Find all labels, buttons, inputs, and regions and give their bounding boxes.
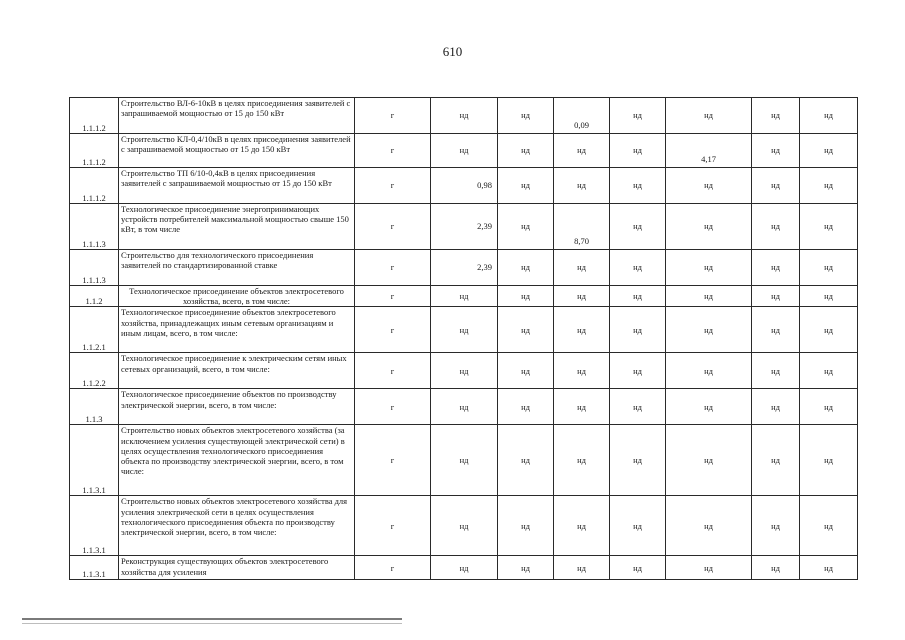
table-row xyxy=(70,134,858,168)
value-cell: нд xyxy=(666,168,752,204)
value-cell: нд xyxy=(498,353,554,389)
row-description: Строительство ТП 6/10-0,4кВ в целях присоединения заявителей с запрашиваемой мощностью от 15 до 150 кВт xyxy=(119,168,355,204)
value-cell: г xyxy=(355,307,431,353)
row-code: 1.1.2.1 xyxy=(70,307,119,353)
value-cell: нд xyxy=(666,425,752,496)
row-description: Технологическое присоединение объектов электросетевого хозяйства, всего, в том числе: xyxy=(119,286,355,307)
value-cell: нд xyxy=(431,307,498,353)
value-cell: нд xyxy=(800,286,858,307)
value-cell: нд xyxy=(554,134,610,168)
value-cell: нд xyxy=(554,389,610,425)
value-cell: нд xyxy=(498,425,554,496)
value-cell: нд xyxy=(800,98,858,134)
value-cell: нд xyxy=(610,134,666,168)
table-row xyxy=(70,286,858,307)
page-number: 610 xyxy=(442,44,463,59)
value-cell: нд xyxy=(610,425,666,496)
value-cell: нд xyxy=(610,250,666,286)
value-cell: г xyxy=(355,250,431,286)
value-cell: нд xyxy=(800,556,858,580)
row-description: Строительство для технологического присоединения заявителей по стандартизированной ставке xyxy=(119,250,355,286)
value-cell: нд xyxy=(752,168,800,204)
value-cell: нд xyxy=(498,307,554,353)
row-description: Технологическое присоединение объектов по производству электрической энергии, всего, в том числе: xyxy=(119,389,355,425)
value-cell: нд xyxy=(752,98,800,134)
value-cell: г xyxy=(355,556,431,580)
value-cell: нд xyxy=(800,496,858,556)
value-cell: нд xyxy=(800,389,858,425)
table-row xyxy=(70,389,858,425)
value-cell: нд xyxy=(431,134,498,168)
row-code: 1.1.1.2 xyxy=(70,168,119,204)
row-description: Строительство новых объектов электросетевого хозяйства (за исключением усиления существующей электрической сети) в целях осуществления технологического присоединения объекта по производству электрической энергии, всего, в том числе: xyxy=(119,425,355,496)
row-description: Строительство новых объектов электросетевого хозяйства для усиления электрической сети в целях осуществления технологического присоединения объекта по производству электрической энергии, всего, в том числе: xyxy=(119,496,355,556)
row-code: 1.1.1.2 xyxy=(70,98,119,134)
value-cell: нд xyxy=(666,353,752,389)
value-cell: 0,09 xyxy=(554,98,610,134)
table-row xyxy=(70,250,858,286)
row-code: 1.1.1.3 xyxy=(70,204,119,250)
investment-program-table xyxy=(69,97,858,580)
value-cell: г xyxy=(355,353,431,389)
value-cell: нд xyxy=(610,556,666,580)
value-cell: нд xyxy=(554,556,610,580)
value-cell: нд xyxy=(752,353,800,389)
row-description: Технологическое присоединение энергопринимающих устройств потребителей максимальной мощностью свыше 150 кВт, в том числе xyxy=(119,204,355,250)
value-cell: нд xyxy=(666,496,752,556)
value-cell: нд xyxy=(554,496,610,556)
table-row xyxy=(70,98,858,134)
value-cell: 2,39 xyxy=(431,250,498,286)
value-cell: нд xyxy=(752,250,800,286)
table-row xyxy=(70,307,858,353)
value-cell: нд xyxy=(498,556,554,580)
value-cell: г xyxy=(355,496,431,556)
value-cell: нд xyxy=(800,204,858,250)
value-cell: нд xyxy=(610,307,666,353)
scan-bottom-rule xyxy=(22,618,402,620)
value-cell: нд xyxy=(498,250,554,286)
value-cell: нд xyxy=(752,286,800,307)
value-cell: нд xyxy=(800,307,858,353)
value-cell: нд xyxy=(554,250,610,286)
value-cell: нд xyxy=(610,286,666,307)
value-cell: нд xyxy=(610,353,666,389)
value-cell: нд xyxy=(431,389,498,425)
value-cell: нд xyxy=(498,204,554,250)
value-cell: г xyxy=(355,389,431,425)
value-cell: г xyxy=(355,204,431,250)
value-cell: г xyxy=(355,168,431,204)
value-cell: нд xyxy=(752,204,800,250)
value-cell: 8,70 xyxy=(554,204,610,250)
value-cell: нд xyxy=(554,168,610,204)
value-cell: нд xyxy=(498,496,554,556)
value-cell: нд xyxy=(498,98,554,134)
value-cell: нд xyxy=(554,425,610,496)
value-cell: г xyxy=(355,425,431,496)
value-cell: нд xyxy=(610,496,666,556)
value-cell: нд xyxy=(610,98,666,134)
table-row xyxy=(70,168,858,204)
value-cell: нд xyxy=(498,389,554,425)
row-code: 1.1.3.1 xyxy=(70,496,119,556)
value-cell: нд xyxy=(666,98,752,134)
value-cell: нд xyxy=(800,250,858,286)
value-cell: нд xyxy=(666,307,752,353)
value-cell: нд xyxy=(800,425,858,496)
value-cell: нд xyxy=(666,389,752,425)
value-cell: нд xyxy=(431,425,498,496)
value-cell: нд xyxy=(431,353,498,389)
row-code: 1.1.3.1 xyxy=(70,425,119,496)
value-cell: нд xyxy=(610,204,666,250)
value-cell: нд xyxy=(554,307,610,353)
table-row xyxy=(70,425,858,496)
row-code: 1.1.1.2 xyxy=(70,134,119,168)
value-cell: нд xyxy=(752,425,800,496)
value-cell: г xyxy=(355,286,431,307)
row-code: 1.1.2 xyxy=(70,286,119,307)
row-code: 1.1.3 xyxy=(70,389,119,425)
value-cell: нд xyxy=(554,353,610,389)
value-cell: нд xyxy=(800,134,858,168)
value-cell: нд xyxy=(752,556,800,580)
value-cell: нд xyxy=(431,98,498,134)
table-row xyxy=(70,204,858,250)
value-cell: нд xyxy=(498,286,554,307)
value-cell: нд xyxy=(800,168,858,204)
value-cell: нд xyxy=(431,286,498,307)
value-cell: нд xyxy=(752,496,800,556)
row-code: 1.1.3.1 xyxy=(70,556,119,580)
value-cell: 4,17 xyxy=(666,134,752,168)
value-cell: нд xyxy=(752,307,800,353)
row-code: 1.1.1.3 xyxy=(70,250,119,286)
value-cell: 0,98 xyxy=(431,168,498,204)
value-cell: 2,39 xyxy=(431,204,498,250)
value-cell: г xyxy=(355,134,431,168)
row-description: Технологическое присоединение к электрическим сетям иных сетевых организаций, всего, в том числе: xyxy=(119,353,355,389)
value-cell: нд xyxy=(554,286,610,307)
value-cell: нд xyxy=(752,389,800,425)
table-row xyxy=(70,556,858,580)
value-cell: нд xyxy=(498,134,554,168)
value-cell: нд xyxy=(666,556,752,580)
value-cell: нд xyxy=(431,496,498,556)
value-cell: нд xyxy=(666,204,752,250)
row-description: Строительство КЛ-0,4/10кВ в целях присоединения заявителей с запрашиваемой мощностью от 15 до 150 кВт xyxy=(119,134,355,168)
value-cell: г xyxy=(355,98,431,134)
row-code: 1.1.2.2 xyxy=(70,353,119,389)
row-description: Строительство ВЛ-6-10кВ в целях присоединения заявителей с запрашиваемой мощностью от 15 до 150 кВт xyxy=(119,98,355,134)
table-row xyxy=(70,353,858,389)
table-row xyxy=(70,496,858,556)
scan-bottom-rule-faint xyxy=(22,623,402,624)
value-cell: нд xyxy=(800,353,858,389)
value-cell: нд xyxy=(610,389,666,425)
value-cell: нд xyxy=(610,168,666,204)
value-cell: нд xyxy=(431,556,498,580)
value-cell: нд xyxy=(666,286,752,307)
row-description: Реконструкция существующих объектов электросетевого хозяйства для усиления xyxy=(119,556,355,580)
value-cell: нд xyxy=(752,134,800,168)
row-description: Технологическое присоединение объектов электросетевого хозяйства, принадлежащих иным сетевым организациям и иным лицам, всего, в том числе: xyxy=(119,307,355,353)
value-cell: нд xyxy=(666,250,752,286)
value-cell: нд xyxy=(498,168,554,204)
